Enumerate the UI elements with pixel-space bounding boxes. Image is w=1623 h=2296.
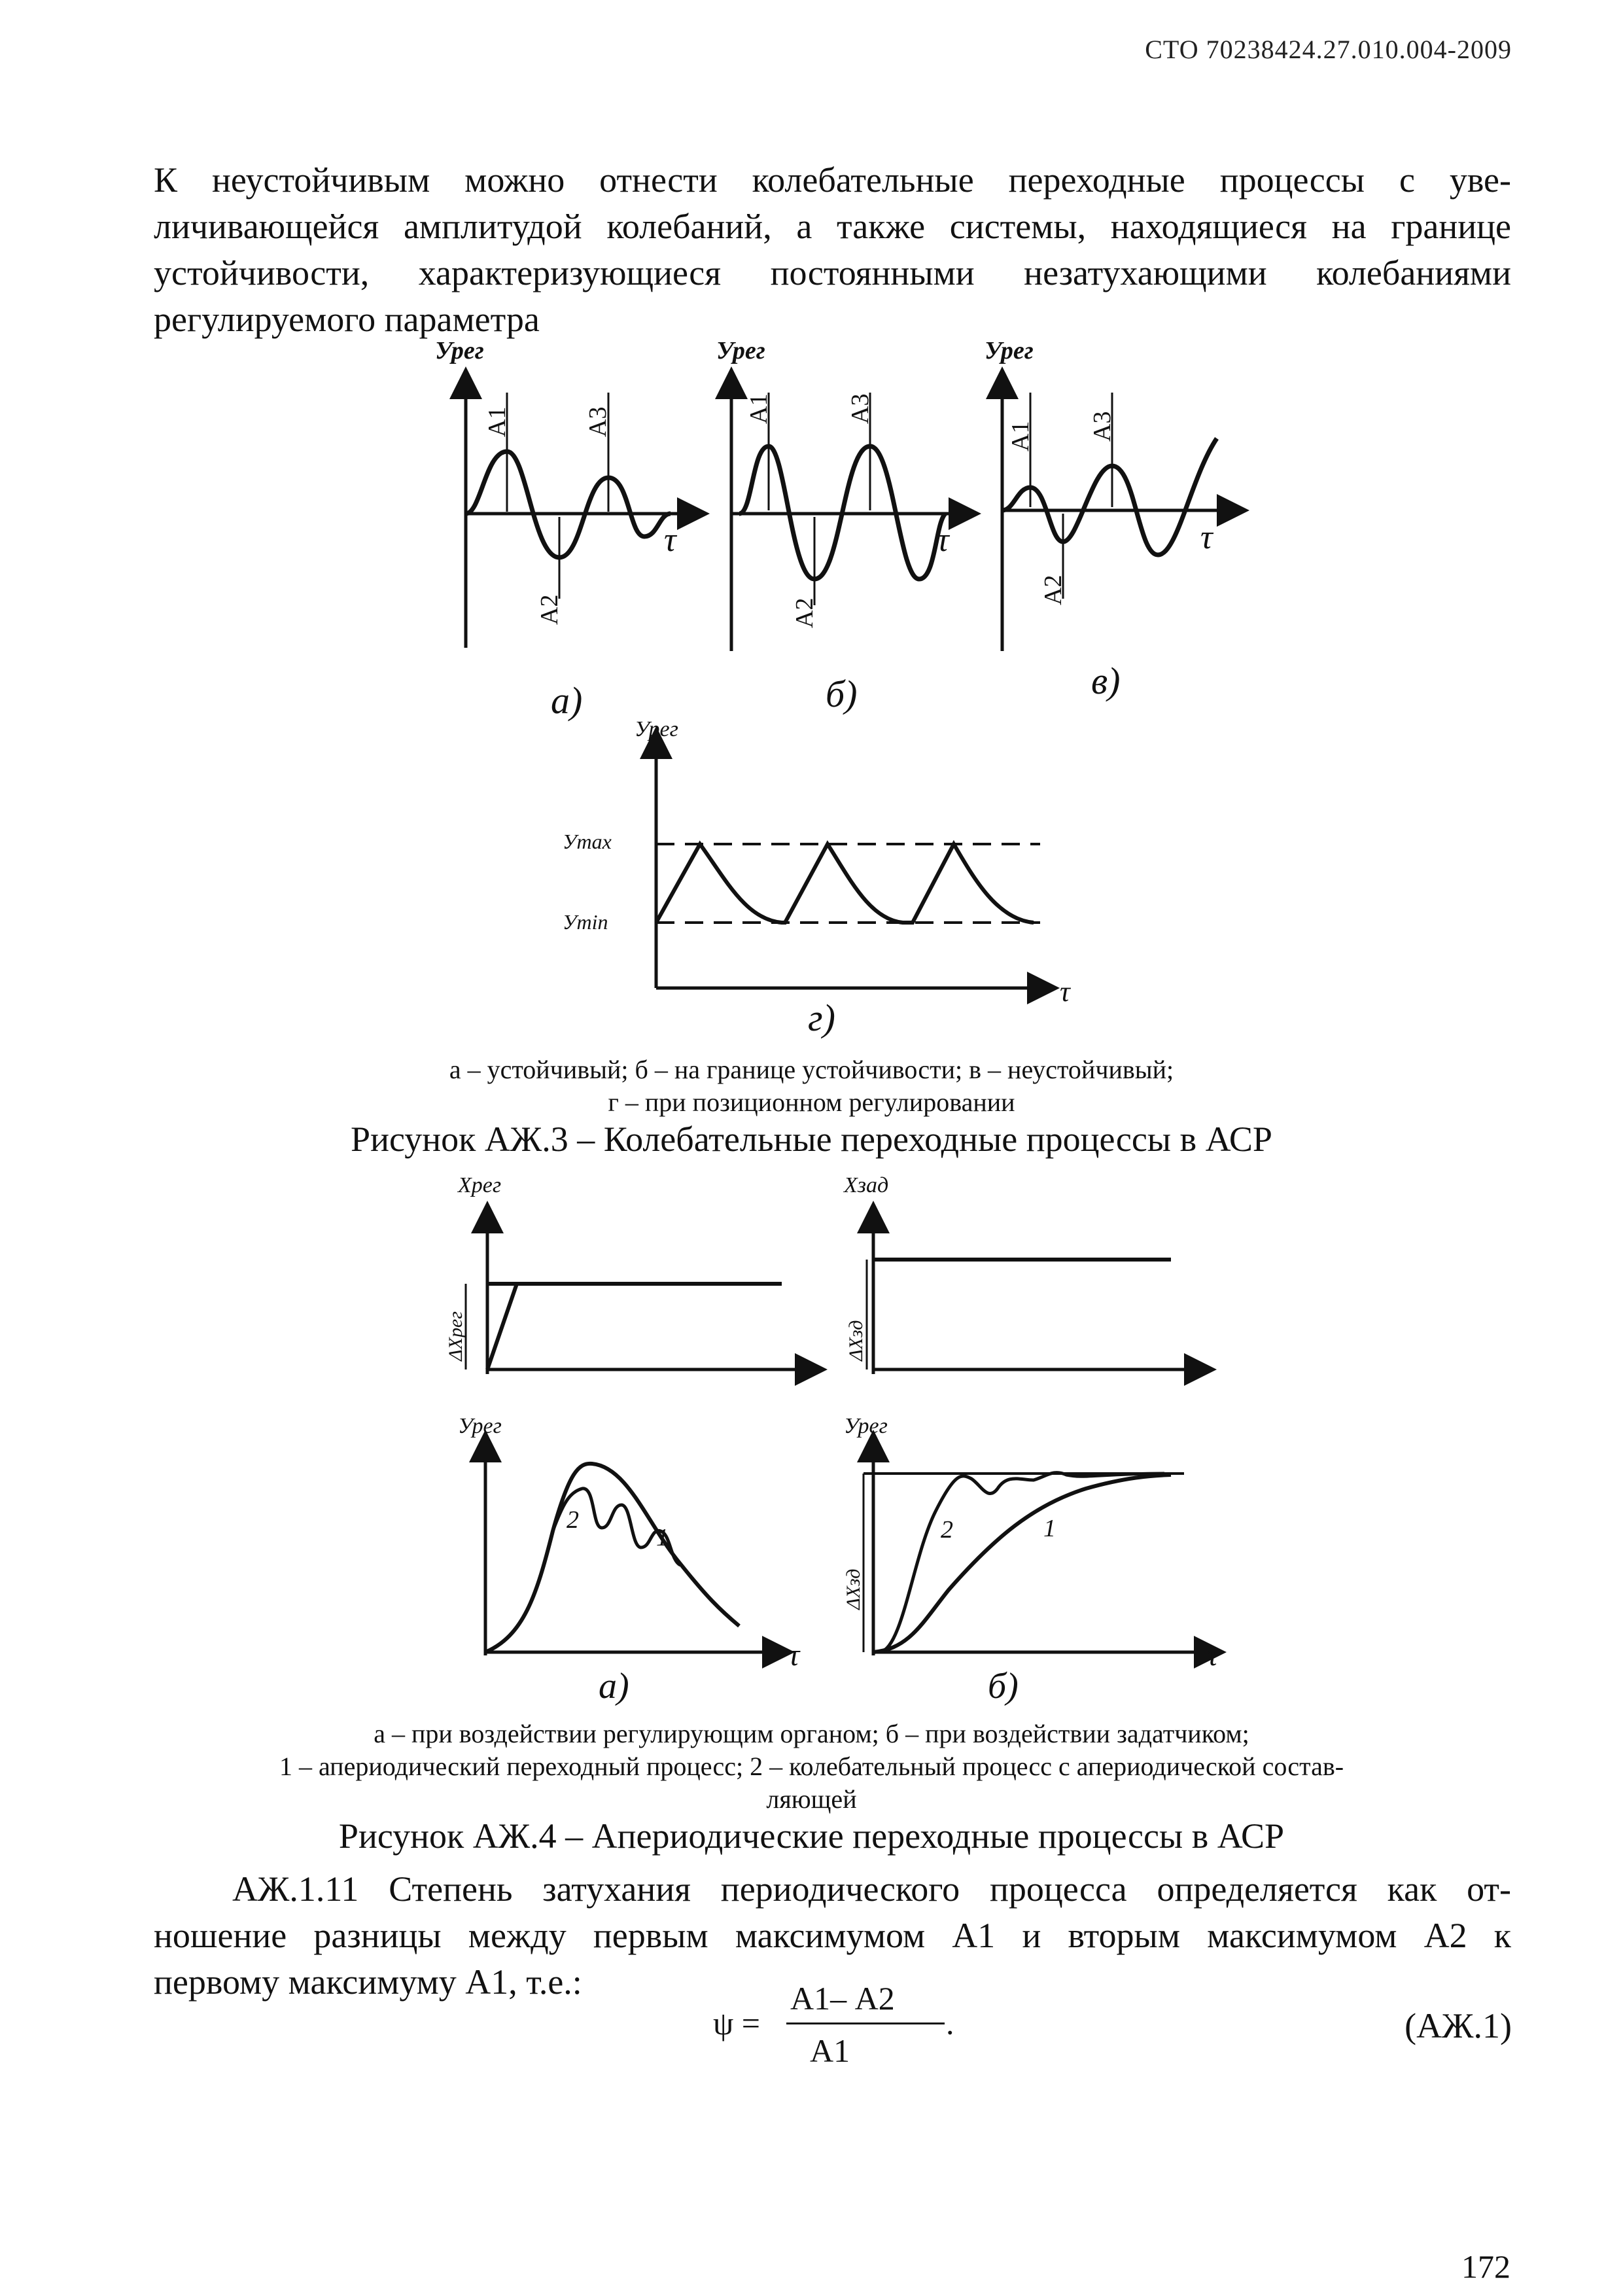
panel-g-sublabel: г) — [808, 997, 835, 1039]
panel-v-tlabel: τ — [1200, 519, 1213, 556]
bl-curve-1-label: 1 — [656, 1524, 669, 1551]
fig4-legend-line: ляющей — [766, 1784, 857, 1814]
document-code: СТО 70238424.27.010.004-2009 — [1145, 35, 1512, 64]
panel-a-a1-label: A1 — [483, 406, 511, 437]
br-sublabel: б) — [988, 1666, 1019, 1706]
tl-ramp — [487, 1284, 517, 1369]
br-delta-label: ΔХзд — [843, 1568, 864, 1610]
panel-g-ymin-label: Уmin — [563, 910, 608, 934]
bl-tlabel: τ — [788, 1638, 800, 1672]
fig3-legend-line: г – при позиционном регулировании — [608, 1087, 1015, 1117]
paragraph-line: ношение разницы между первым максимумом А1 и вторым максимумом А2 к — [154, 1916, 1511, 1955]
panel-g-curve — [656, 844, 1034, 923]
br-curve-2-label: 2 — [941, 1516, 953, 1544]
intro-line: К неустойчивым можно отнести колебательные переходные процессы с уве- — [154, 160, 1511, 200]
fig4-caption: Рисунок АЖ.4 – Апериодические переходные процессы в АСР — [338, 1816, 1285, 1856]
page-number: 172 — [1461, 2248, 1510, 2285]
paragraph-line: первому максимуму А1, т.е.: — [154, 1962, 582, 2002]
br-ylabel: Урег — [844, 1414, 888, 1438]
panel-v-a2-label: A2 — [1039, 574, 1067, 605]
paragraph-line: АЖ.1.11 Степень затухания периодического процесса определяется как от- — [232, 1869, 1511, 1909]
panel-g-ymax-label: Уmax — [563, 830, 612, 853]
br-curve-1-label: 1 — [1043, 1515, 1056, 1542]
tl-delta-label: ΔХрег — [445, 1311, 466, 1361]
fig3-legend-line: а – устойчивый; б – на границе устойчивости; в – неустойчивый; — [449, 1055, 1174, 1084]
fig3-caption: Рисунок АЖ.3 – Колебательные переходные процессы в АСР — [351, 1120, 1272, 1159]
panel-b-a2-label: A2 — [791, 597, 818, 628]
figure-azh4 — [0, 1165, 1623, 1727]
fig4-legend-line: 1 – апериодический переходный процесс; 2 – колебательный процесс с апериодической состав- — [279, 1752, 1344, 1781]
tr-delta-label: ΔХзд — [845, 1320, 867, 1361]
fig3-legend — [0, 1053, 1623, 1119]
panel-a-a3-label: A3 — [584, 406, 612, 437]
fig4-legend — [0, 1718, 1623, 1816]
bl-sublabel: а) — [599, 1666, 629, 1706]
panel-g-tlabel: τ — [1060, 976, 1070, 1008]
panel-b-sublabel: б) — [826, 673, 858, 715]
panel-v-ylabel: Урег — [985, 337, 1034, 364]
panel-v-chart — [1002, 383, 1233, 651]
panel-a-a2-label: A2 — [536, 594, 563, 625]
tr-ylabel: Хзад — [844, 1173, 889, 1197]
panel-v-a3-label: A3 — [1089, 411, 1116, 442]
panel-a-tlabel: τ — [664, 521, 676, 559]
formula-denominator: А1 — [810, 2032, 850, 2069]
formula-numerator: А1– А2 — [790, 1980, 895, 2017]
panel-v-a1-label: A1 — [1007, 421, 1034, 451]
fraction-bar — [786, 2022, 945, 2024]
intro-line: устойчивости, характеризующиеся постоянными незатухающими колебаниями — [154, 253, 1511, 292]
panel-b-a1-label: A1 — [745, 393, 773, 424]
br-tlabel: τ — [1207, 1638, 1219, 1672]
panel-a-sublabel: а) — [551, 679, 583, 722]
panel-g-ylabel: Урег — [635, 717, 678, 741]
equation-number: (АЖ.1) — [1405, 2006, 1512, 2045]
fig4-legend-line: а – при воздействии регулирующим органом; б – при воздействии задатчиком; — [374, 1719, 1249, 1748]
bl-curve-1 — [485, 1464, 739, 1652]
panel-g-chart — [656, 743, 1043, 988]
panel-v-curve — [1002, 438, 1217, 555]
bl-ylabel: Урег — [458, 1414, 502, 1438]
intro-line: регулируемого параметра — [154, 300, 540, 339]
panel-a-curve — [466, 451, 671, 557]
panel-b-tlabel: τ — [937, 521, 949, 559]
panel-a-ylabel: Урег — [435, 337, 484, 364]
formula-lhs: ψ = — [713, 2005, 760, 2041]
panel-b-a3-label: A3 — [846, 393, 874, 424]
panel-v-sublabel: в) — [1091, 660, 1121, 702]
panel-b-ylabel: Урег — [716, 337, 765, 364]
formula-period: . — [946, 2005, 954, 2041]
formula-azh1 — [713, 1979, 954, 2071]
tl-ylabel: Хрег — [458, 1173, 502, 1197]
bl-curve-2-label: 2 — [567, 1506, 579, 1534]
intro-line: личивающейся амплитудой колебаний, а также системы, находящиеся на границе — [154, 207, 1511, 246]
